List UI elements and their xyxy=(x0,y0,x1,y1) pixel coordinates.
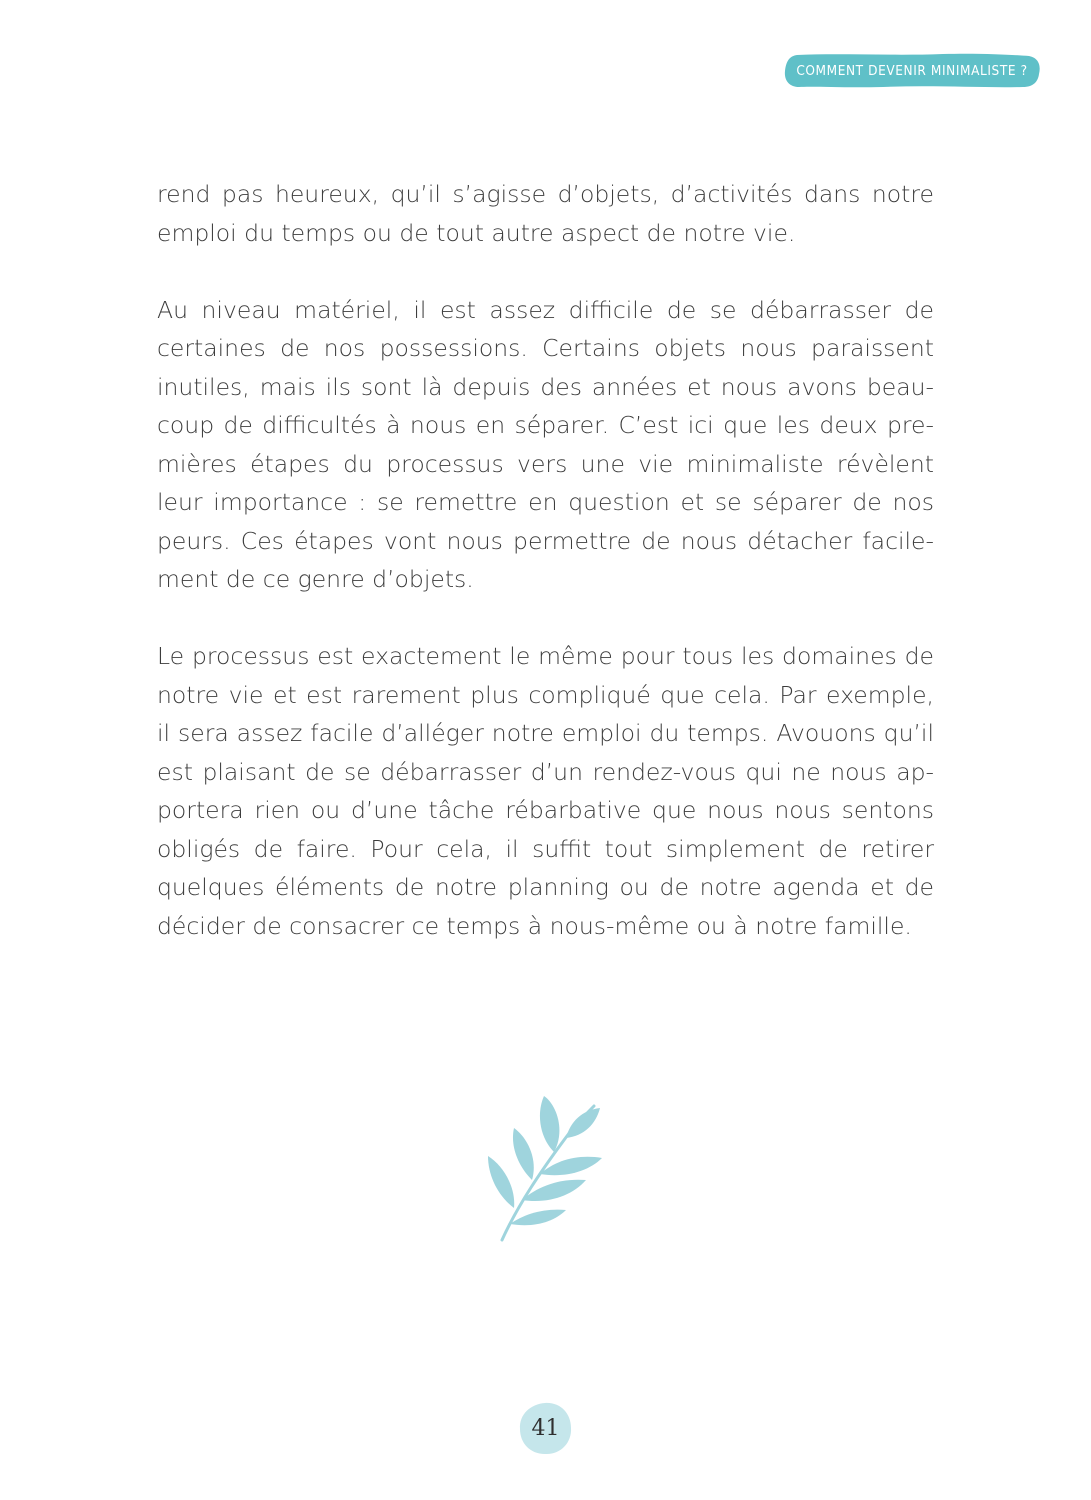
page-number: 41 xyxy=(531,1416,560,1441)
paragraph: rend pas heureux, qu’il s’agisse d’objets, d’activités dans notre emploi du temps ou de tout autre aspect de notre vie. xyxy=(157,180,934,247)
paragraph: Au niveau matériel, il est assez difficile de se débarrasser de certaines de nos possessions. Certains objets nous paraissent inutiles, mais ils sont là depuis des années et nous avons beaucoup de difficultés à nous en séparer. C’est ici que les deux premières étapes du processus vers une vie minimaliste révèlent leur importance : se remettre en question et se séparer de nos peurs. Ces étapes vont nous permettre de nous détacher facilement de ce genre d’objets. xyxy=(157,295,934,593)
body-text xyxy=(157,175,934,984)
section-header-tab xyxy=(783,52,1041,90)
page-number-badge xyxy=(518,1401,573,1456)
leaf-branch-icon xyxy=(478,1090,613,1245)
paragraph: Le processus est exactement le même pour tous les domaines de notre vie et est rarement plus compliqué que cela. Par exemple, il sera assez facile d’alléger notre emploi du temps. Avouons qu’il est plaisant de se débarrasser d’un rendez-vous qui ne nous apportera rien ou d’une tâche rébarbative que nous nous sentons obligés de faire. Pour cela, il suffit tout simplement de retirer quelques éléments de notre planning ou de notre agenda et de décider de consacrer ce temps à nous-même ou à notre famille. xyxy=(157,642,934,940)
section-title: COMMENT DEVENIR MINIMALISTE ? xyxy=(796,63,1028,79)
